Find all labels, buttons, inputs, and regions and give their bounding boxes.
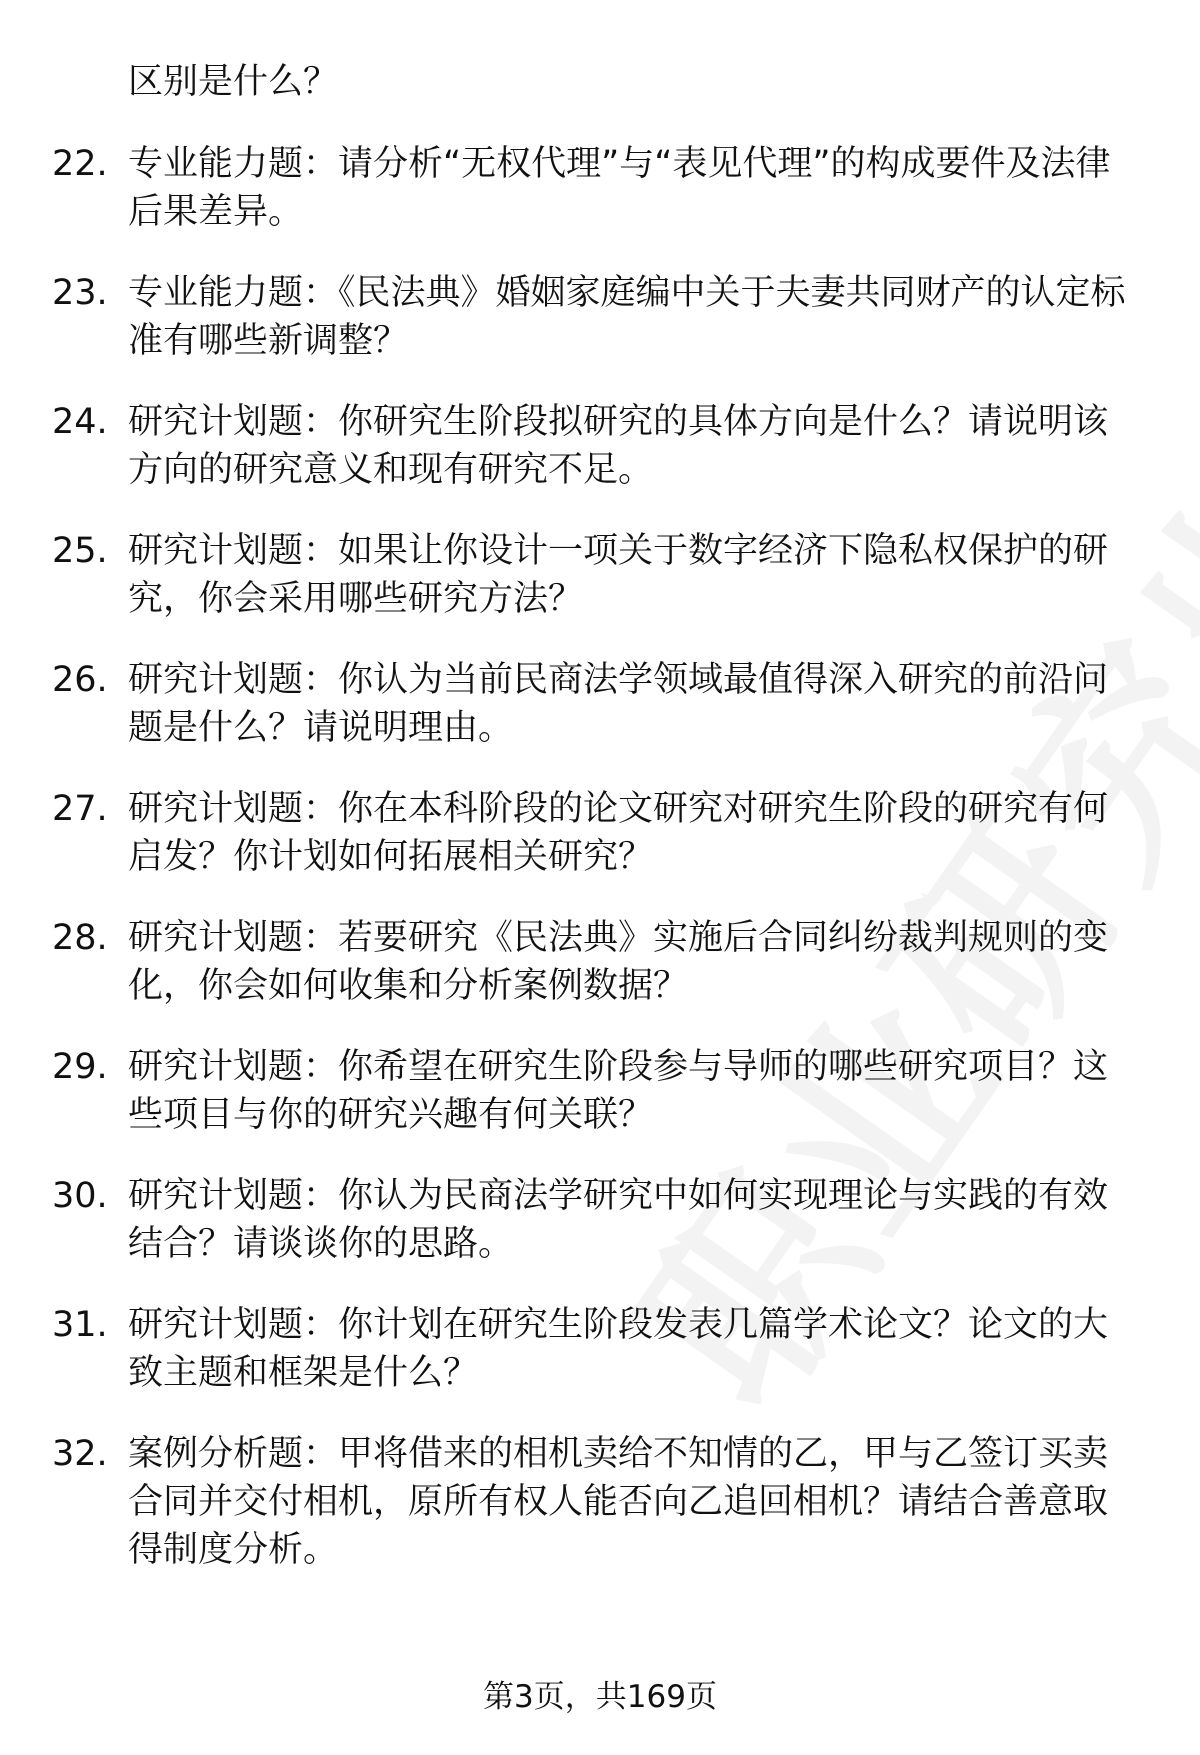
question-text: 研究计划题：你希望在研究生阶段参与导师的哪些研究项目？这些项目与你的研究兴趣有何关联？ [128, 1047, 1109, 1135]
question-list [52, 140, 1142, 1607]
question-item-28 [52, 914, 1142, 1010]
question-item-32 [52, 1430, 1142, 1574]
question-text: 研究计划题：你计划在研究生阶段发表几篇学术论文？论文的大致主题和框架是什么？ [128, 1305, 1109, 1393]
question-number: 24. [52, 402, 108, 442]
question-text: 研究计划题：若要研究《民法典》实施后合同纠纷裁判规则的变化，你会如何收集和分析案例数据？ [128, 918, 1109, 1006]
question-number: 32. [52, 1434, 108, 1474]
question-item-31 [52, 1301, 1142, 1397]
question-item-29 [52, 1043, 1142, 1139]
question-text: 研究计划题：你认为当前民商法学领域最值得深入研究的前沿问题是什么？请说明理由。 [128, 660, 1109, 748]
question-number: 31. [52, 1305, 108, 1345]
question-item-25 [52, 527, 1142, 623]
question-item-23 [52, 269, 1142, 365]
question-number: 26. [52, 660, 108, 700]
question-item-24 [52, 398, 1142, 494]
question-text: 研究计划题：如果让你设计一项关于数字经济下隐私权保护的研究，你会采用哪些研究方法？ [128, 531, 1109, 619]
question-number: 23. [52, 273, 108, 313]
question-number: 22. [52, 144, 108, 184]
question-number: 28. [52, 918, 108, 958]
question-text: 专业能力题：请分析“无权代理”与“表见代理”的构成要件及法律后果差异。 [128, 144, 1111, 232]
question-item-26 [52, 656, 1142, 752]
question-number: 30. [52, 1176, 108, 1216]
question-number: 25. [52, 531, 108, 571]
question-text: 研究计划题：你研究生阶段拟研究的具体方向是什么？请说明该方向的研究意义和现有研究不足。 [128, 402, 1109, 490]
question-text: 案例分析题：甲将借来的相机卖给不知情的乙，甲与乙签订买卖合同并交付相机，原所有权人能否向乙追回相机？请结合善意取得制度分析。 [128, 1434, 1109, 1570]
continued-question-text: 区别是什么？ [128, 62, 339, 102]
page-footer: 第3页，共169页 [483, 1679, 717, 1715]
question-text: 研究计划题：你认为民商法学研究中如何实现理论与实践的有效结合？请谈谈你的思路。 [128, 1176, 1109, 1264]
question-text: 专业能力题：《民法典》婚姻家庭编中关于夫妻共同财产的认定标准有哪些新调整？ [128, 273, 1126, 361]
question-item-27 [52, 785, 1142, 881]
question-number: 29. [52, 1047, 108, 1087]
question-text: 研究计划题：你在本科阶段的论文研究对研究生阶段的研究有何启发？你计划如何拓展相关研究？ [128, 789, 1109, 877]
question-item-22 [52, 140, 1142, 236]
question-item-30 [52, 1172, 1142, 1268]
question-number: 27. [52, 789, 108, 829]
